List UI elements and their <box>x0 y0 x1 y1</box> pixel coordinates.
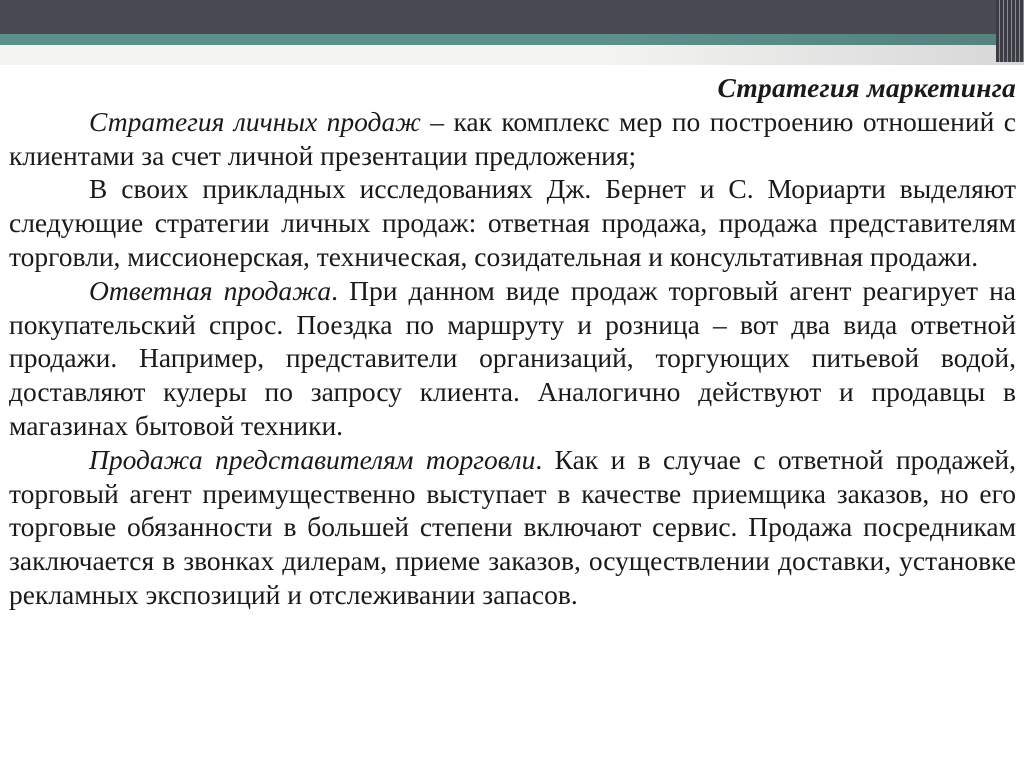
slide-title: Стратегия маркетинга <box>717 72 1016 103</box>
paragraph-text: . Как и в случае с ответной продажей, торговый агент преимущественно выступает в качестве приемщика заказов, но его торговые обязанности в большей степени включают сервис. Продажа посредникам заключается в звонках дилерам, приеме заказов, осуществлении доставки, установке рекламных экспозиций и отслеживании запасов. <box>9 443 1016 610</box>
paragraph-trade-selling <box>9 443 1016 612</box>
header-shadow <box>600 34 1024 65</box>
paragraph-text: – как комплекс мер по построению отношений с клиентами за счет личной презентации предложения; <box>9 105 1016 171</box>
term-responsive-selling: Ответная продажа <box>89 274 332 306</box>
paragraph-personal-sales-strategy <box>9 105 1016 173</box>
paragraph-burnett-moriarty <box>9 172 1016 273</box>
paragraph-text: В своих прикладных исследованиях Дж. Бернет и С. Мориарти выделяют следующие стратегии личных продаж: ответная продажа, продажа представителям торговли, миссионерская, техническая, созидательная и консультативная продажи. <box>9 173 1016 272</box>
paragraph-text: . При данном виде продаж торговый агент реагирует на покупательский спрос. Поездка по маршруту и розница – вот два вида ответной продажи. Например, представители организаций, торгующих питьевой водой, доставляют кулеры по запросу клиента. Аналогично действуют и продавцы в магазинах бытовой техники. <box>9 274 1016 441</box>
page-edge-decoration <box>996 0 1024 62</box>
paragraph-responsive-selling <box>9 274 1016 443</box>
header-bar <box>0 0 1024 34</box>
slide-content <box>9 71 1016 612</box>
term-trade-selling: Продажа представителям торговли <box>89 443 536 475</box>
term-personal-sales-strategy: Стратегия личных продаж <box>89 105 421 137</box>
